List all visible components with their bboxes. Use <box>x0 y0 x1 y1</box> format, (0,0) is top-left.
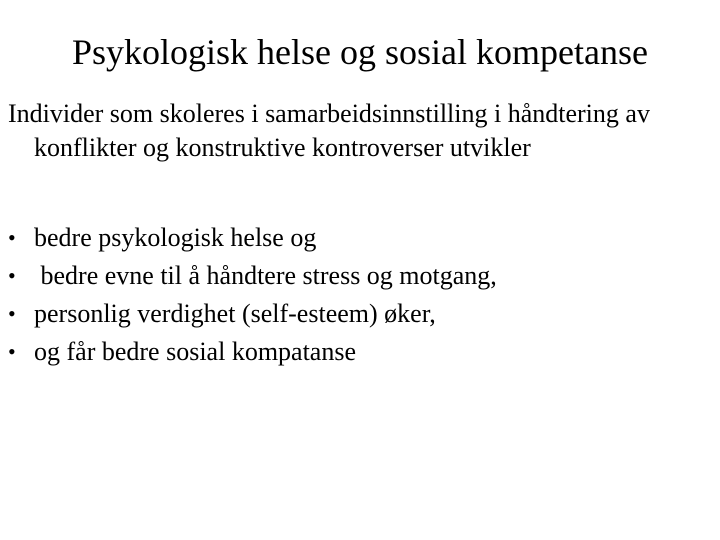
bullet-item <box>8 221 688 255</box>
bullet-icon: • <box>8 263 16 288</box>
bullet-icon: • <box>8 225 16 250</box>
bullet-text: bedre psykologisk helse og <box>34 223 317 252</box>
bullet-item <box>8 259 688 293</box>
bullet-item <box>8 297 688 331</box>
slide-title: Psykologisk helse og sosial kompetanse <box>72 32 648 72</box>
bullet-text: personlig verdighet (self-esteem) øker, <box>34 299 436 328</box>
intro-text: Individer som skoleres i samarbeidsinnstilling i håndtering av konflikter og konstruktive kontroverser utvikler <box>8 99 650 162</box>
bullet-item <box>8 335 688 369</box>
bullet-icon: • <box>8 339 16 364</box>
bullet-icon: • <box>8 301 16 326</box>
bullet-text: bedre evne til å håndtere stress og motgang, <box>34 261 497 290</box>
bullet-list <box>8 221 688 373</box>
bullet-text: og får bedre sosial kompatanse <box>34 337 357 366</box>
